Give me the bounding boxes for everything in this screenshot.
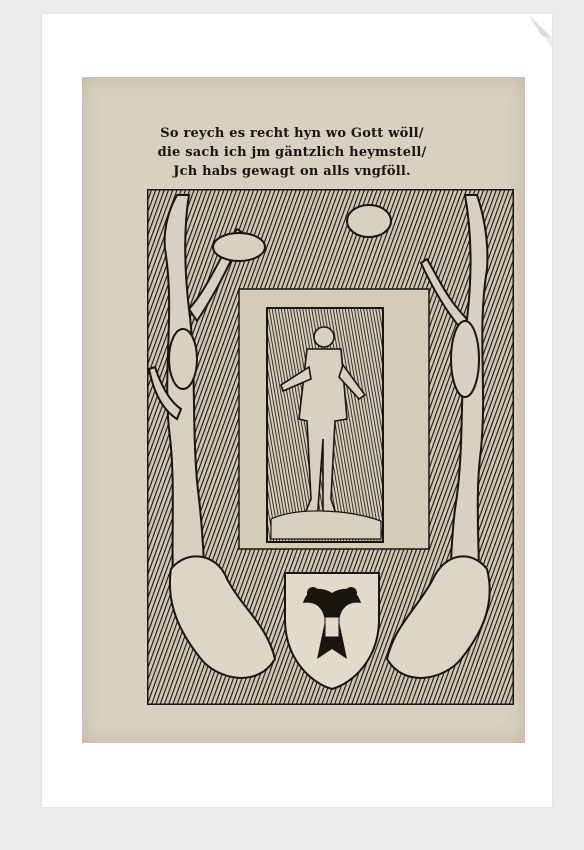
verse-line-3: Jch habs gewagt on alls vngföll. [173, 164, 411, 179]
verse-line-2: die sach ich jm gäntzlich heymstell/ [157, 145, 427, 160]
verse-inscription [0, 124, 584, 181]
woodcut-illustration [147, 189, 514, 705]
figure-top-left [213, 233, 265, 261]
verse-line-1: So reych es recht hyn wo Gott wöll/ [160, 126, 424, 141]
figure-top-right [347, 205, 391, 237]
figure-left-climber [169, 329, 197, 389]
page-curl-icon [528, 14, 552, 48]
figure-right-climber [451, 321, 479, 397]
